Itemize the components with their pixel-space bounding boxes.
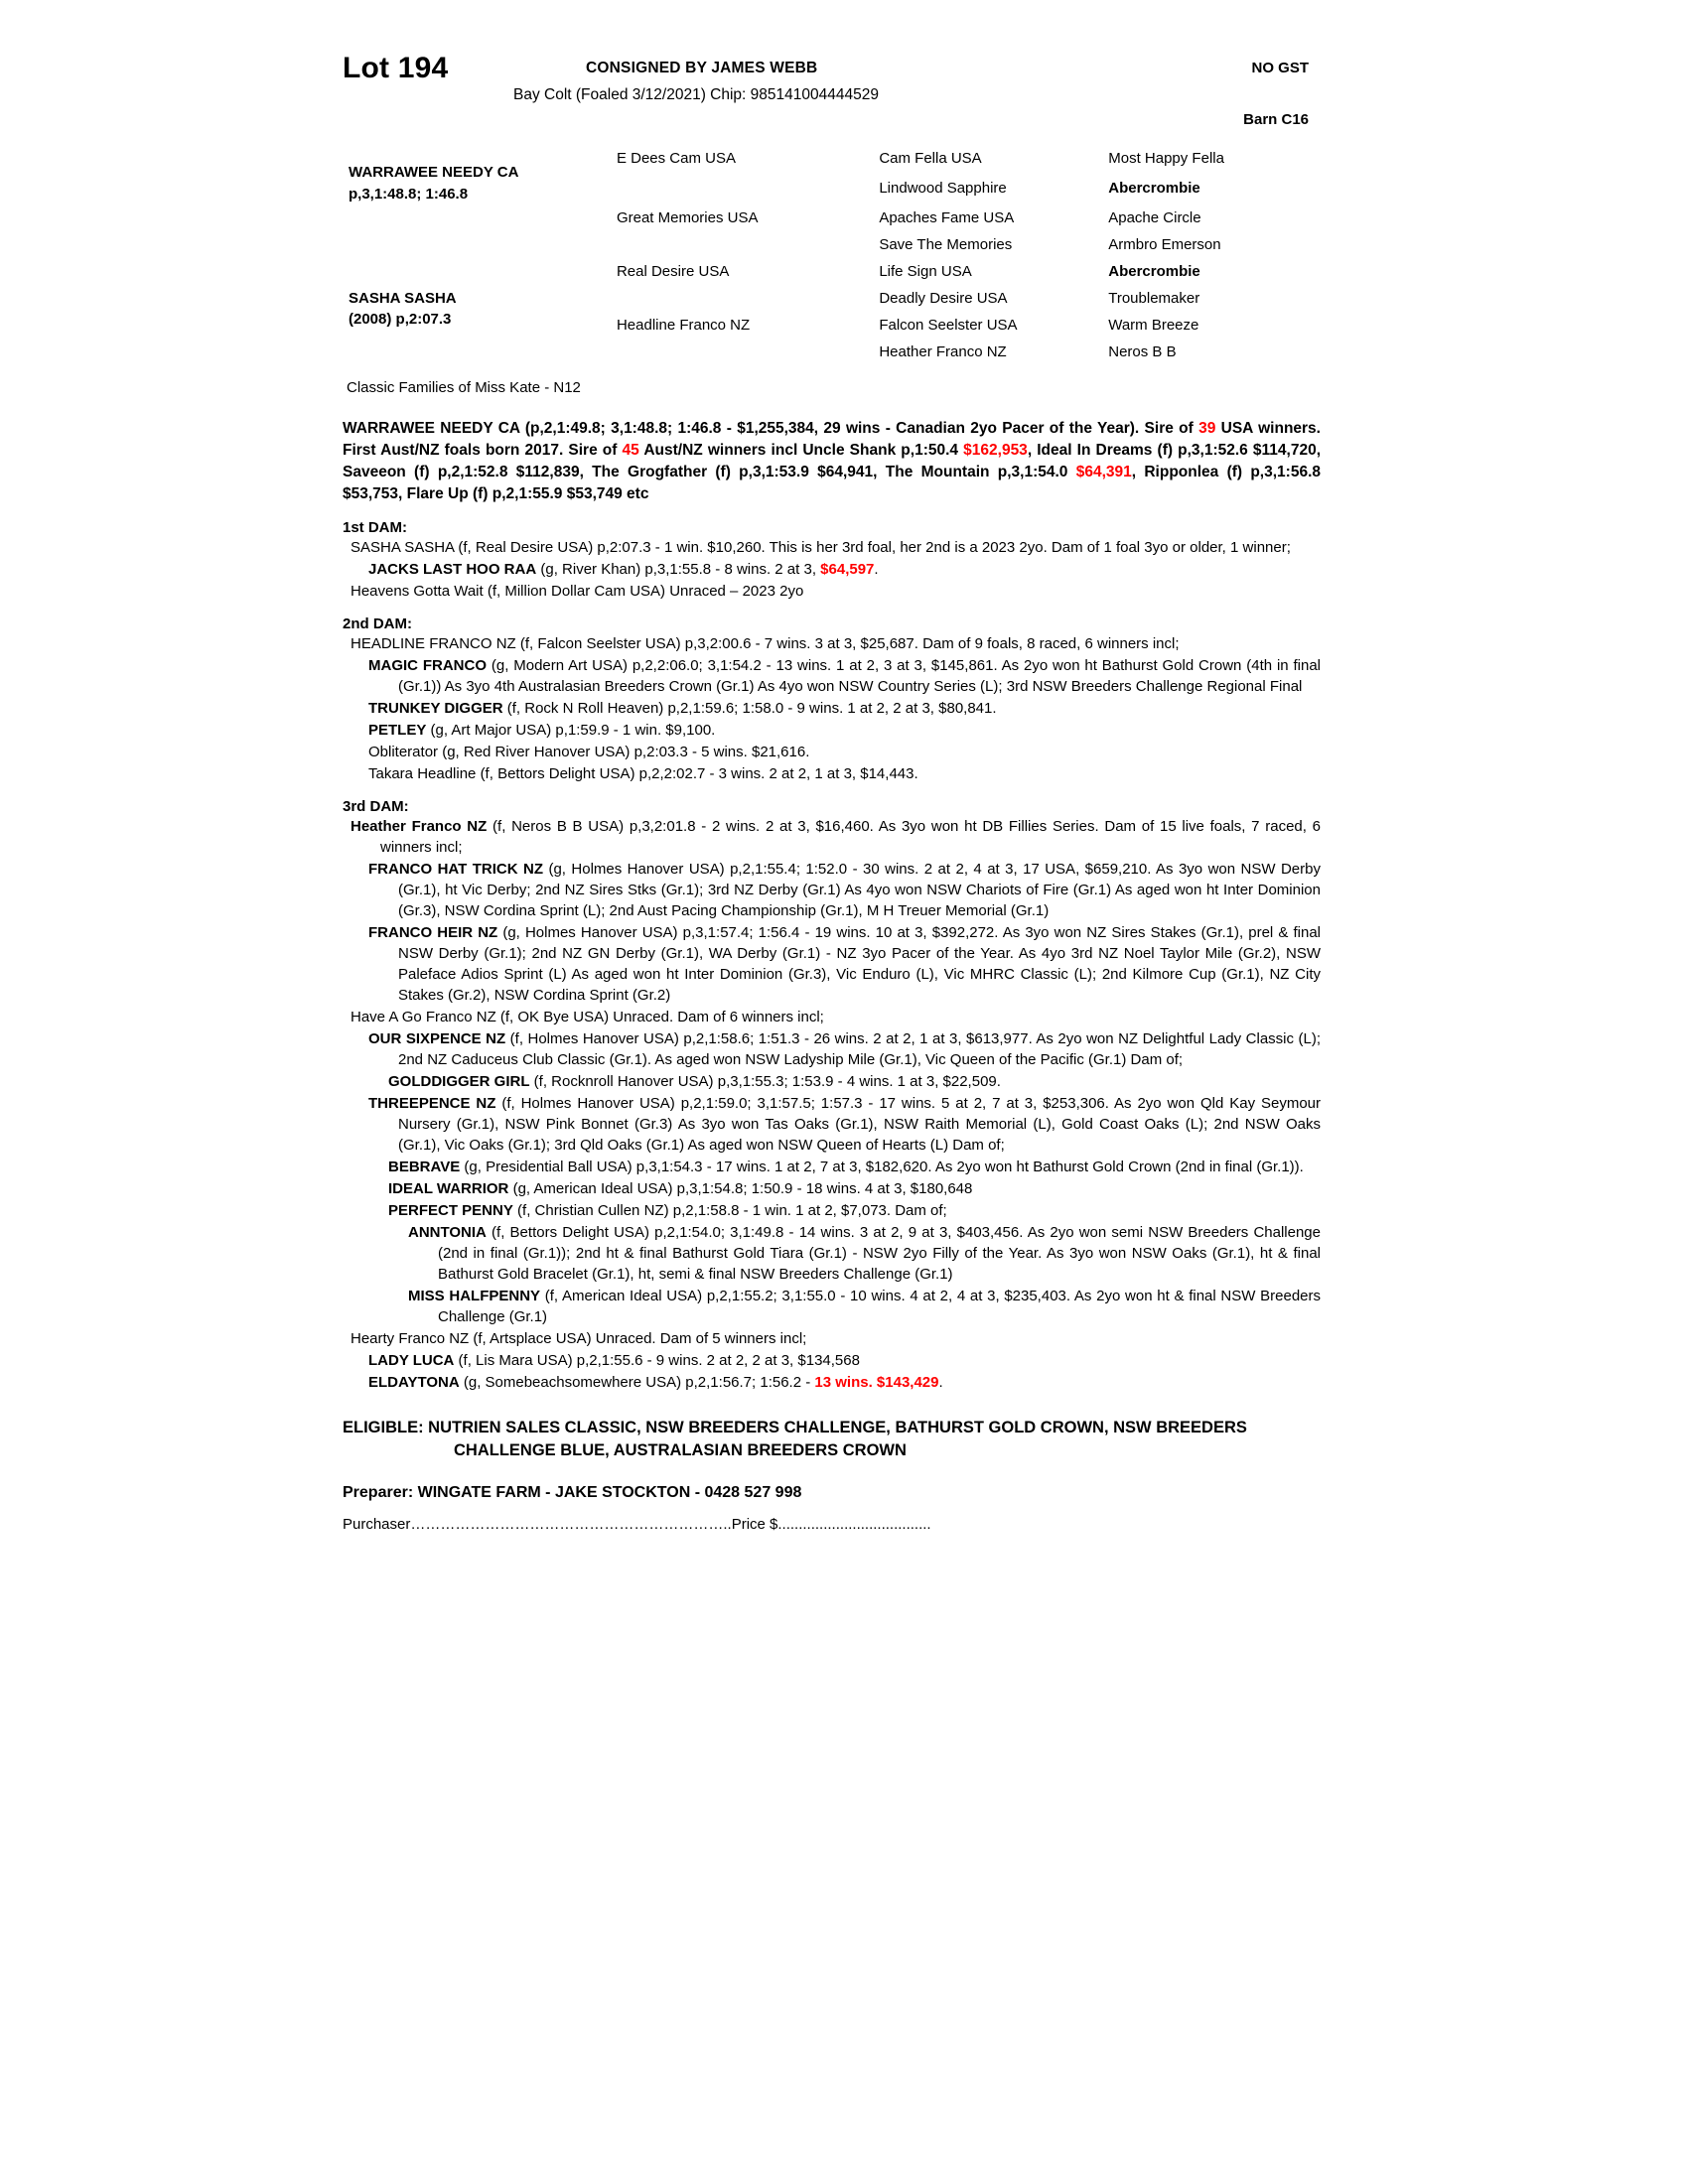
third-dam-progeny	[408, 1286, 1321, 1327]
dam-gs1: Life Sign USA	[879, 262, 972, 280]
progeny-detail: Have A Go Franco NZ (f, OK Bye USA) Unraced. Dam of 6 winners incl;	[351, 1008, 824, 1025]
pedigree-table	[343, 147, 1321, 367]
dam-name: SASHA SASHA	[349, 289, 457, 307]
catalogue-sheet	[343, 44, 1321, 1533]
sire-gs4: Save The Memories	[879, 235, 1013, 253]
pedigree-row	[343, 287, 1321, 314]
the-mountain-earnings: $64,391	[1075, 463, 1132, 480]
sire-dam-spacer	[343, 206, 611, 233]
sire-ggs4: Armbro Emerson	[1108, 235, 1221, 253]
uncle-shank-earnings: $162,953	[963, 441, 1028, 459]
progeny-detail: (f, Rocknroll Hanover USA) p,3,1:55.3; 1:53.9 - 4 wins. 1 at 3, $22,509.	[529, 1072, 1001, 1090]
pedigree-row	[343, 147, 1321, 177]
progeny-name: FRANCO HAT TRICK NZ	[368, 860, 544, 878]
progeny-name: OUR SIXPENCE NZ	[368, 1029, 506, 1047]
dam-dam-blank	[611, 341, 873, 367]
third-dam-progeny	[368, 1350, 1321, 1371]
first-dam-progeny-2: Heavens Gotta Wait (f, Million Dollar Cam USA) Unraced – 2023 2yo	[351, 582, 804, 600]
progeny-name: GOLDDIGGER GIRL	[388, 1072, 530, 1090]
progeny-name: LADY LUCA	[368, 1351, 455, 1369]
progeny-detail: (f, Rock N Roll Heaven) p,2,1:59.6; 1:58.0 - 9 wins. 1 at 2, 2 at 3, $80,841.	[502, 699, 997, 717]
progeny-name: PERFECT PENNY	[388, 1201, 513, 1219]
third-dam-line: (f, Neros B B USA) p,3,2:01.8 - 2 wins. 2 at 3, $16,460. As 3yo won ht DB Fillies Series. Dam of 15 live foals, 7 raced, 6 winners incl;	[380, 817, 1321, 856]
progeny-name: ANNTONIA	[408, 1223, 487, 1241]
third-dam-text: Heather Franco NZ (f, Neros B B USA) p,3,2:01.8 - 2 wins. 2 at 3, $16,460. As 3yo won ht DB Fillies Series. Dam of 15 live foals, 7 raced, 6 winners incl;	[351, 817, 1321, 856]
classic-families: Classic Families of Miss Kate - N12	[347, 378, 581, 396]
progeny-detail: Takara Headline (f, Bettors Delight USA) p,2,2:02.7 - 3 wins. 2 at 2, 1 at 3, $14,443.	[368, 764, 918, 782]
third-dam-heading: 3rd DAM:	[343, 797, 409, 815]
progeny-detail: (g, Presidential Ball USA) p,3,1:54.3 - 17 wins. 1 at 2, 7 at 3, $182,620. As 2yo won ht Bathurst Gold Crown (2nd in final (Gr.1)).	[460, 1158, 1304, 1175]
progeny-tail: .	[938, 1373, 943, 1391]
dam-gs3: Falcon Seelster USA	[879, 316, 1018, 334]
progeny-detail: Obliterator (g, Red River Hanover USA) p,2:03.3 - 5 wins. $21,616.	[368, 743, 810, 760]
dam-sire: Real Desire USA	[616, 262, 730, 280]
dam-spacer2	[343, 341, 611, 367]
pedigree-row	[343, 233, 1321, 260]
progeny-tail: .	[874, 560, 879, 578]
consignor-label: CONSIGNED BY JAMES WEBB	[586, 60, 818, 76]
dam-ggs4: Neros B B	[1108, 342, 1177, 360]
barn-number: Barn C16	[1243, 111, 1309, 128]
second-dam-progeny	[368, 655, 1321, 697]
third-dam-progeny	[351, 1328, 1321, 1349]
sire-ggs3: Apache Circle	[1108, 208, 1201, 226]
progeny-name: PETLEY	[368, 721, 427, 739]
dam-gs4: Heather Franco NZ	[879, 342, 1007, 360]
sire-dam-blank	[611, 233, 873, 260]
second-dam-progeny	[368, 763, 1321, 784]
progeny-detail: (g, Holmes Hanover USA) p,3,1:57.4; 1:56.4 - 19 wins. 10 at 3, $392,272. As 3yo won NZ Sires Stakes (Gr.1), prel & final NSW Derby (Gr.1); 2nd NZ GN Derby (Gr.1), WA Derby (Gr.1) - NZ 3yo Pacer of the Year. As 4yo 3rd NZ Noel Taylor Mile (Gr.2), NSW Paleface Adios Sprint (L) As aged won ht Inter Dominion (Gr.3), Vic Enduro (L), Vic MHRC Classic (L); 2nd Kilmore Cup (Gr.1), NZ City Stakes (Gr.2), NSW Cordina Sprint (Gr.2)	[398, 923, 1321, 1004]
progeny-detail: (g, American Ideal USA) p,3,1:54.8; 1:50.9 - 18 wins. 4 at 3, $180,648	[508, 1179, 973, 1197]
first-dam-progeny-1	[368, 559, 1321, 580]
sire-usa-winners-count: 39	[1198, 419, 1216, 437]
third-dam-progeny	[388, 1178, 1321, 1199]
third-dam-progeny	[368, 1093, 1321, 1156]
lot-number: Lot 194	[343, 52, 449, 84]
dam-ggs3: Warm Breeze	[1108, 316, 1199, 334]
dam-ggs2: Troublemaker	[1108, 289, 1200, 307]
second-dam-text: HEADLINE FRANCO NZ (f, Falcon Seelster USA) p,3,2:00.6 - 7 wins. 3 at 3, $25,687. Dam of 9 foals, 8 raced, 6 winners incl;	[351, 634, 1180, 652]
pedigree-row	[343, 341, 1321, 367]
third-dam-progeny	[388, 1200, 1321, 1221]
eligible-races: ELIGIBLE: NUTRIEN SALES CLASSIC, NSW BREEDERS CHALLENGE, BATHURST GOLD CROWN, NSW BREEDERS CHALLENGE BLUE, AUSTRALASIAN BREEDERS CROWN	[343, 1418, 1247, 1459]
dam-spacer	[343, 260, 611, 287]
progeny-detail: (g, River Khan) p,3,1:55.8 - 8 wins. 2 at 3,	[536, 560, 821, 578]
sire-gs3: Apaches Fame USA	[879, 208, 1015, 226]
first-dam-heading: 1st DAM:	[343, 518, 408, 536]
progeny-name: FRANCO HEIR NZ	[368, 923, 498, 941]
progeny-name: JACKS LAST HOO RAA	[368, 560, 537, 578]
dam-name-cell	[343, 287, 611, 341]
page-header	[343, 44, 1321, 139]
progeny-name: MISS HALFPENNY	[408, 1287, 541, 1304]
first-dam-line: SASHA SASHA (f, Real Desire USA) p,2:07.3 - 1 win. $10,260. This is her 3rd foal, her 2nd is a 2023 2yo. Dam of 1 foal 3yo or older, 1 winner;	[351, 538, 1291, 556]
second-dam-heading: 2nd DAM:	[343, 614, 412, 632]
second-dam-progeny	[368, 698, 1321, 719]
progeny-detail: (g, Modern Art USA) p,2,2:06.0; 3,1:54.2 - 13 wins. 1 at 2, 3 at 3, $145,861. As 2yo won ht Bathurst Gold Crown (4th in final (Gr.1)) As 3yo 4th Australasian Breeders Crown (Gr.1) As 4yo won NSW Country Series (L); 3rd NSW Breeders Challenge Regional Final	[398, 656, 1321, 695]
progeny-name: BEBRAVE	[388, 1158, 461, 1175]
progeny-detail: (f, Christian Cullen NZ) p,2,1:58.8 - 1 win. 1 at 2, $7,073. Dam of;	[512, 1201, 947, 1219]
sire-par-part1: WARRAWEE NEEDY CA (p,2,1:49.8; 3,1:48.8; 1:46.8 - $1,255,384, 29 wins - Canadian 2yo Pacer of the Year). Sire of	[343, 419, 1199, 437]
third-dam-progeny	[368, 922, 1321, 1006]
progeny-detail: (f, Lis Mara USA) p,2,1:55.6 - 9 wins. 2 at 2, 2 at 3, $134,568	[454, 1351, 860, 1369]
sire-dam: Great Memories USA	[616, 208, 759, 226]
progeny-detail: (f, Bettors Delight USA) p,2,1:54.0; 3,1:49.8 - 14 wins. 3 at 2, 9 at 3, $403,456. As 2yo won semi NSW Breeders Challenge (2nd in final (Gr.1)); 2nd ht & final Bathurst Gold Tiara (Gr.1) - NSW 2yo Filly of the Year. As 3yo won NSW Oaks (Gr.1), ht & final Bathurst Gold Bracelet (Gr.1), ht, semi & final NSW Breeders Challenge (Gr.1)	[438, 1223, 1321, 1283]
dam-ggs1: Abercrombie	[1108, 262, 1200, 280]
sire-ggs2: Abercrombie	[1108, 179, 1200, 197]
progeny-detail: (f, American Ideal USA) p,2,1:55.2; 3,1:55.0 - 10 wins. 4 at 2, 4 at 3, $235,403. As 2yo won ht & final NSW Breeders Challenge (Gr.1)	[438, 1287, 1321, 1325]
sire-dam-spacer2	[343, 233, 611, 260]
third-dam-progeny	[388, 1157, 1321, 1177]
pedigree-row	[343, 260, 1321, 287]
progeny-detail: Hearty Franco NZ (f, Artsplace USA) Unraced. Dam of 5 winners incl;	[351, 1329, 807, 1347]
sire-summary-paragraph	[343, 418, 1321, 505]
sire-name: WARRAWEE NEEDY CA	[349, 164, 519, 181]
progeny-earnings: 13 wins. $143,429	[814, 1373, 939, 1391]
progeny-name: IDEAL WARRIOR	[388, 1179, 509, 1197]
sire-par-part2: USA winners. First Aust/NZ foals born 2017. Sire of	[343, 419, 1321, 459]
progeny-detail: (g, Holmes Hanover USA) p,2,1:55.4; 1:52.0 - 30 wins. 2 at 2, 4 at 3, 17 USA, $659,210. As 3yo won NSW Derby (Gr.1), ht Vic Derby; 2nd NZ Sires Stks (Gr.1); 3rd NZ Derby (Gr.1) As 4yo won NSW Chariots of Fire (Gr.1) As aged won ht Inter Dominion (Gr.3), NSW Cordina Sprint (L); 2nd Aust Pacing Championship (Gr.1), M H Treuer Memorial (Gr.1)	[398, 860, 1321, 919]
gst-status: NO GST	[1251, 60, 1309, 76]
second-dam-progeny	[368, 720, 1321, 741]
progeny-detail: (g, Art Major USA) p,1:59.9 - 1 win. $9,100.	[426, 721, 716, 739]
third-dam-progeny	[368, 1028, 1321, 1070]
progeny-name: ELDAYTONA	[368, 1373, 460, 1391]
sire-par-part5: , Ripponlea (f) p,3,1:56.8 $53,753, Flare Up (f) p,2,1:55.9 $53,749 etc	[343, 463, 1321, 502]
progeny-name: MAGIC FRANCO	[368, 656, 488, 674]
third-dam-progeny	[351, 1007, 1321, 1027]
third-dam-progeny-last	[368, 1372, 1321, 1393]
sire-gs1: Cam Fella USA	[879, 150, 982, 167]
sire-anz-winners-count: 45	[622, 441, 639, 459]
first-dam-text	[351, 537, 1321, 558]
third-dam-progeny	[388, 1071, 1321, 1092]
sire-sire: E Dees Cam USA	[616, 150, 736, 167]
progeny-detail: (f, Holmes Hanover USA) p,2,1:58.6; 1:51.3 - 26 wins. 2 at 2, 1 at 3, $613,977. As 2yo won NZ Delightful Lady Classic (L); 2nd NZ Caduceus Club Classic (Gr.1). As aged won NSW Ladyship Mile (Gr.1), Vic Queen of the Pacific (Gr.1) Dam of;	[398, 1029, 1321, 1068]
preparer-info: Preparer: WINGATE FARM - JAKE STOCKTON - 0428 527 998	[343, 1484, 802, 1502]
progeny-name: THREEPENCE NZ	[368, 1094, 496, 1112]
progeny-name: TRUNKEY DIGGER	[368, 699, 503, 717]
progeny-detail: (g, Somebeachsomewhere USA) p,2,1:56.7; 1:56.2 -	[459, 1373, 815, 1391]
dam-gs2: Deadly Desire USA	[879, 289, 1008, 307]
dam-sire-blank	[611, 287, 873, 314]
dam-record: (2008) p,2:07.3	[349, 311, 452, 329]
dam-dam: Headline Franco NZ	[616, 316, 751, 334]
progeny-detail: (f, Holmes Hanover USA) p,2,1:59.0; 3,1:57.5; 1:57.3 - 17 wins. 5 at 2, 7 at 3, $253,306. As 2yo won Qld Kay Seymour Nursery (Gr.1), NSW Pink Bonnet (Gr.3) As 3yo won Tas Oaks (Gr.1), NSW Raith Memorial (L), Gold Coast Oaks (L); 2nd NSW Oaks (Gr.1), Vic Oaks (Gr.1); 3rd Qld Oaks (Gr.1) As aged won NSW Queen of Hearts (L) Dam of;	[398, 1094, 1322, 1154]
purchaser-line: Purchaser………………………………………………………..Price $.....................................	[343, 1516, 931, 1534]
pedigree-row	[343, 206, 1321, 233]
sire-ggs1: Most Happy Fella	[1108, 150, 1224, 167]
sire-gs2: Lindwood Sapphire	[879, 179, 1007, 197]
third-dam-progeny	[368, 859, 1321, 921]
sire-par-part4: , Ideal In Dreams (f) p,3,1:52.6 $114,720, Saveeon (f) p,2,1:52.8 $112,839, The Grogfather (f) p,3,1:53.9 $64,941, The Mountain p,3,1:54.0	[343, 441, 1321, 480]
sire-record: p,3,1:48.8; 1:46.8	[349, 185, 469, 203]
sire-name-cell	[343, 147, 611, 206]
sire-par-part3: Aust/NZ winners incl Uncle Shank p,1:50.4	[638, 441, 964, 459]
third-dam-progeny	[408, 1222, 1321, 1285]
horse-description: Bay Colt (Foaled 3/12/2021) Chip: 985141004444529	[513, 86, 879, 103]
sire-sire-dam-blank	[611, 177, 873, 206]
progeny-earnings: $64,597	[820, 560, 875, 578]
second-dam-progeny	[368, 742, 1321, 762]
